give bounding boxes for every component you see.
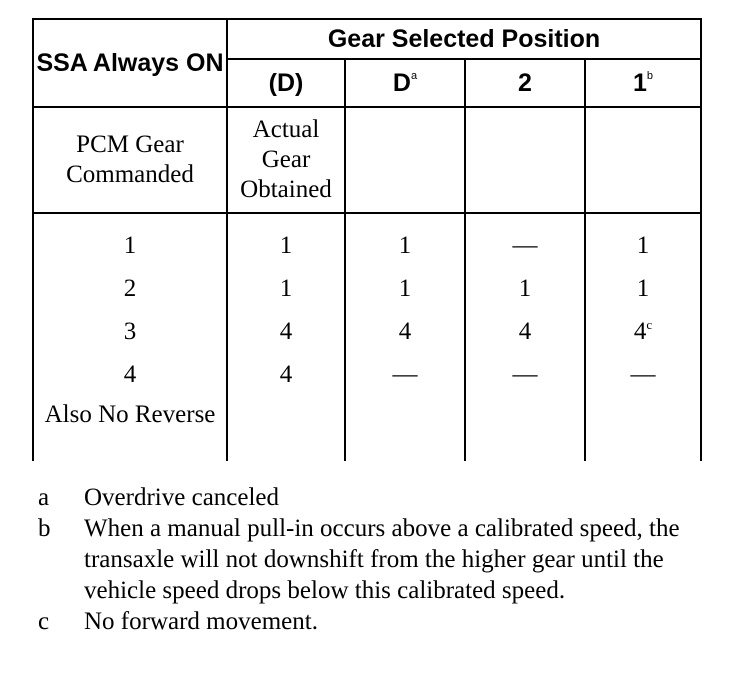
- gear-2-column: [465, 213, 585, 461]
- footnotes: [38, 482, 718, 637]
- column-header-1: 1$^b$: [585, 59, 701, 107]
- actual-gear-value: 4: [279, 361, 293, 388]
- actual-gear-value: 1: [518, 275, 532, 302]
- column-header-2: 2: [465, 59, 585, 107]
- column-header-d: $D^a$: [345, 59, 465, 107]
- ssa-always-on-header: SSA Always ON: [33, 19, 227, 107]
- actual-gear-value: 1: [279, 275, 293, 302]
- pcm-gear-value: 1: [123, 232, 137, 259]
- footnote-b: [38, 513, 718, 606]
- actual-gear-value: 1: [279, 232, 293, 259]
- footnote-ref-c: c: [646, 317, 653, 332]
- footnote-key: c: [38, 608, 50, 635]
- footnote-text: Overdrive canceled: [84, 484, 280, 511]
- actual-gear-value: 1: [398, 232, 412, 259]
- d-column: [345, 213, 465, 461]
- empty-cell: [465, 107, 585, 213]
- pcm-gear-value: 4: [123, 361, 137, 388]
- footnote-key: b: [38, 515, 51, 542]
- footnote-c: [38, 606, 718, 637]
- pcm-gear-value: Also No Reverse: [44, 401, 216, 428]
- actual-gear-value: 1: [636, 232, 650, 259]
- actual-gear-value: 4: [518, 318, 532, 345]
- actual-gear-value: —: [512, 232, 538, 259]
- gear-position-table: [32, 18, 702, 461]
- actual-gear-value: —: [512, 361, 538, 388]
- actual-gear-value: 4$^c$: [633, 317, 653, 345]
- footnote-key: a: [38, 484, 50, 511]
- actual-gear-value: 1: [636, 275, 650, 302]
- gear-1-column: [585, 213, 701, 461]
- empty-cell: [585, 107, 701, 213]
- empty-cell: [345, 107, 465, 213]
- footnote-a: [38, 482, 718, 513]
- actual-gear-value: 4: [398, 318, 412, 345]
- d-paren-column: [227, 213, 345, 461]
- pcm-gear-value: 2: [123, 275, 137, 302]
- pcm-gear-column: [33, 213, 227, 461]
- footnote-text: When a manual pull-in occurs above a calibrated speed, the transaxle will not downshift from the higher gear until the vehicle speed drops below this calibrated speed.: [84, 515, 680, 604]
- actual-gear-value: 1: [398, 275, 412, 302]
- pcm-gear-commanded-label: PCM Gear Commanded: [33, 107, 227, 213]
- actual-gear-value: 4: [279, 318, 293, 345]
- actual-gear-value: —: [392, 361, 418, 388]
- actual-gear-value: —: [630, 361, 656, 388]
- column-header-d-paren: (D): [227, 59, 345, 107]
- footnote-text: No forward movement.: [84, 608, 318, 635]
- gear-selected-position-header: Gear Selected Position: [227, 19, 701, 59]
- pcm-gear-value: 3: [123, 318, 137, 345]
- actual-gear-obtained-label: Actual Gear Obtained: [227, 107, 345, 213]
